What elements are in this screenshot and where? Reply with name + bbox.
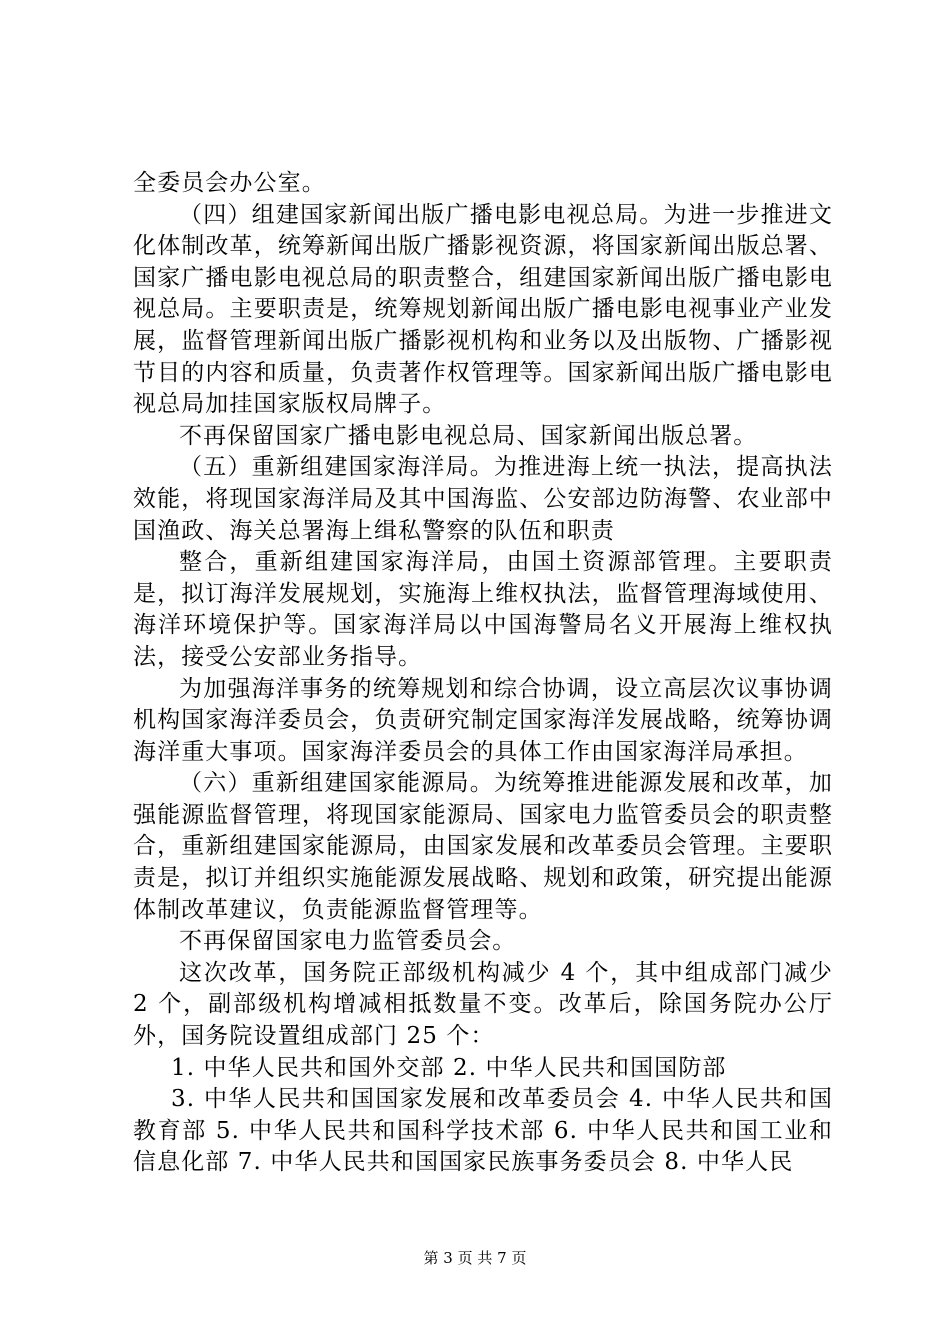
paragraph-ocean-committee: 为加强海洋事务的统筹规划和综合协调，设立高层次议事协调机构国家海洋委员会，负责研究制定国家海洋发展战略，统筹协调海洋重大事项。国家海洋委员会的具体工作由国家海洋局承担。 [133, 675, 833, 765]
page-number-footer: 第 3 页 共 7 页 [423, 1249, 527, 1267]
paragraph-no-longer-retain-media: 不再保留国家广播电影电视总局、国家新闻出版总署。 [179, 422, 758, 449]
paragraph-continuation: 全委员会办公室。 [133, 170, 326, 196]
paragraph-ocean-integration: 整合，重新组建国家海洋局，由国土资源部管理。主要职责是，拟订海洋发展规划，实施海上维权执法，监督管理海域使用、海洋环境保护等。国家海洋局以中国海警局名义开展海上维权执法，接受公安部业务指导。 [133, 549, 833, 670]
paragraph-no-longer-retain-power: 不再保留国家电力监管委员会。 [179, 928, 517, 955]
paragraph-ministry-list-1: 1. 中华人民共和国外交部 2. 中华人民共和国国防部 [171, 1054, 727, 1081]
document-body [133, 168, 833, 1179]
paragraph-ministry-list-2: 3. 中华人民共和国国家发展和改革委员会 4. 中华人民共和国教育部 5. 中华人民共和国科学技术部 6. 中华人民共和国工业和信息化部 7. 中华人民共和国国家民族事务委员会 8. 中华人民 [133, 1086, 833, 1176]
paragraph-section-four: （四）组建国家新闻出版广播电影电视总局。为进一步推进文化体制改革，统筹新闻出版广播影视资源，将国家新闻出版总署、国家广播电影电视总局的职责整合，组建国家新闻出版广播电影电视总局。主要职责是，统筹规划新闻出版广播电影电视事业产业发展，监督管理新闻出版广播影视机构和业务以及出版物、广播影视节目的内容和质量，负责著作权管理等。国家新闻出版广播电影电视总局加挂国家版权局牌子。 [133, 201, 833, 418]
paragraph-reform-summary: 这次改革，国务院正部级机构减少 4 个，其中组成部门减少 2 个，副部级机构增减相抵数量不变。改革后，除国务院办公厅外，国务院设置组成部门 25 个： [133, 959, 833, 1050]
paragraph-section-five: （五）重新组建国家海洋局。为推进海上统一执法，提高执法效能，将现国家海洋局及其中国海监、公安部边防海警、农业部中国渔政、海关总署海上缉私警察的队伍和职责 [133, 454, 833, 544]
paragraph-section-six: （六）重新组建国家能源局。为统筹推进能源发展和改革，加强能源监督管理，将现国家能源局、国家电力监管委员会的职责整合，重新组建国家能源局，由国家发展和改革委员会管理。主要职责是，拟订并组织实施能源发展战略、规划和政策，研究提出能源体制改革建议，负责能源监督管理等。 [133, 770, 833, 923]
